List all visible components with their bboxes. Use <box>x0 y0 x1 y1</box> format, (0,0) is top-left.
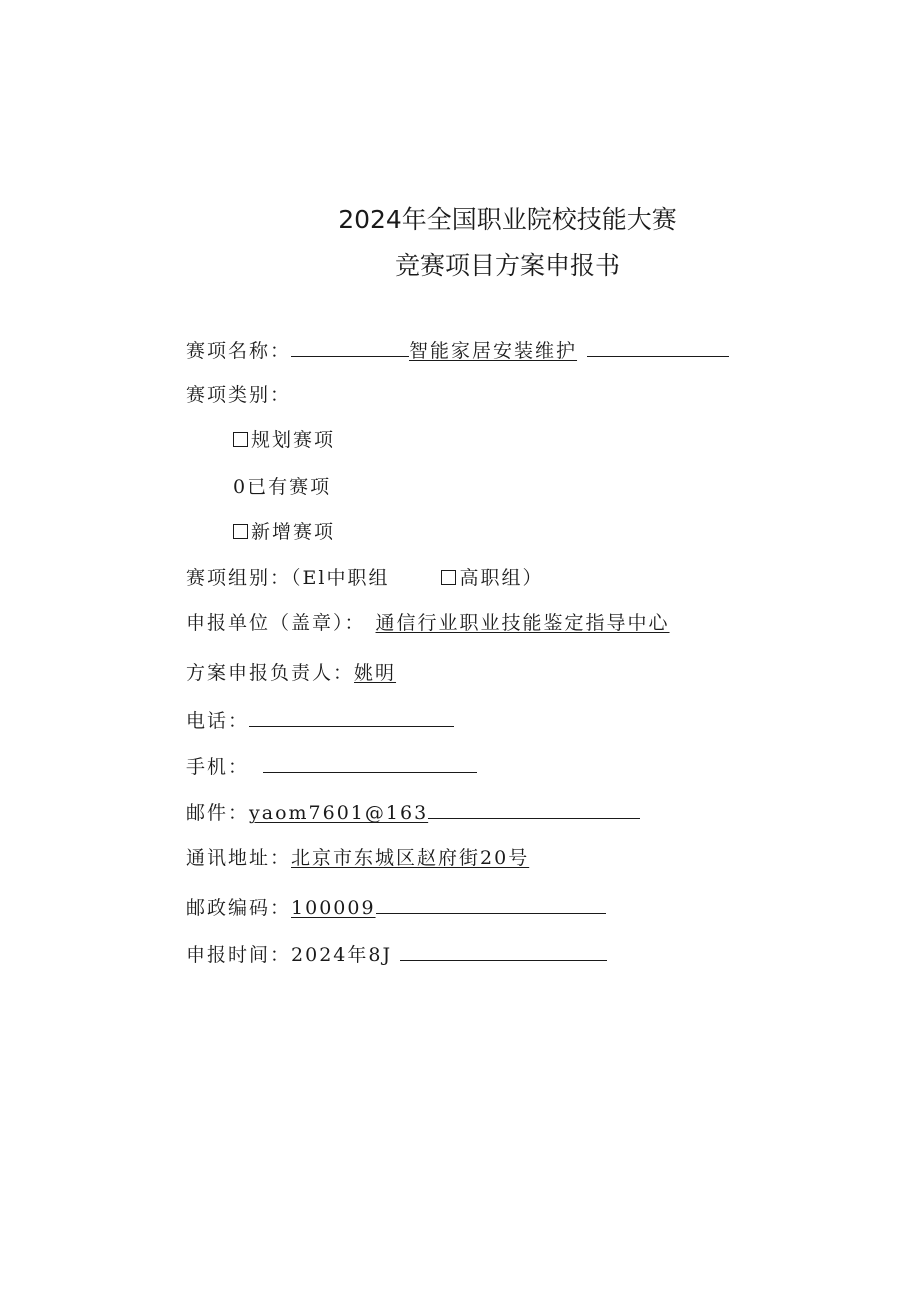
category-option-label: 规划赛项 <box>251 429 336 451</box>
mobile-label: 手机： <box>186 756 250 778</box>
event-group-row <box>186 565 544 591</box>
event-group-label: 赛项组别：（ <box>186 567 303 589</box>
date-value: 2024年8J <box>291 944 393 966</box>
checkbox-icon[interactable] <box>441 570 456 585</box>
email-value: yaom7601@163 <box>249 802 429 824</box>
category-option-label: 新增赛项 <box>251 521 336 543</box>
group-option-secondary[interactable]: 中职组 <box>326 567 390 589</box>
category-option-planned[interactable] <box>233 427 335 453</box>
event-name-blank-right <box>587 336 729 357</box>
event-name-row <box>186 336 729 364</box>
checkbox-icon[interactable] <box>233 524 248 539</box>
date-label: 申报时间： <box>186 944 292 966</box>
postcode-label: 邮政编码： <box>186 897 292 919</box>
person-in-charge-value: 姚明 <box>354 662 397 684</box>
mobile-row <box>186 752 477 780</box>
event-category-label: 赛项类别： <box>186 384 292 406</box>
email-label: 邮件： <box>186 802 250 824</box>
date-row <box>186 940 607 968</box>
date-blank <box>400 940 607 961</box>
event-name-label: 赛项名称： <box>186 340 292 362</box>
checkbox-icon[interactable] <box>233 432 248 447</box>
document-subtitle: 竞赛项目方案申报书 <box>394 251 620 280</box>
mobile-field[interactable] <box>263 752 477 773</box>
address-row <box>186 845 529 871</box>
checked-mark-text: El <box>302 567 327 589</box>
event-name-blank-left <box>291 336 409 357</box>
event-name-value: 智能家居安装维护 <box>409 340 578 362</box>
email-blank <box>428 798 640 819</box>
applicant-unit-value: 通信行业职业技能鉴定指导中心 <box>375 612 670 634</box>
email-row <box>186 798 640 826</box>
applicant-unit-row <box>186 610 670 636</box>
postcode-blank <box>376 893 606 914</box>
person-in-charge-label: 方案申报负责人： <box>186 662 355 684</box>
category-option-new[interactable] <box>233 519 335 545</box>
applicant-unit-label: 申报单位（盖章）： <box>186 612 366 634</box>
address-label: 通讯地址： <box>186 847 292 869</box>
phone-row <box>186 706 454 734</box>
phone-field[interactable] <box>249 706 454 727</box>
category-option-existing[interactable] <box>233 474 331 500</box>
event-group-close: ） <box>522 567 544 589</box>
document-title: 2024年全国职业院校技能大赛 <box>338 205 677 234</box>
postcode-row <box>186 893 606 921</box>
postcode-value: 100009 <box>291 897 376 919</box>
person-in-charge-row <box>186 660 396 686</box>
phone-label: 电话： <box>186 710 250 732</box>
category-option-label: 已有赛项 <box>247 476 332 498</box>
address-value: 北京市东城区赵府街20号 <box>291 847 530 869</box>
checked-mark-text: 0 <box>233 476 248 498</box>
group-option-higher[interactable]: 高职组 <box>459 567 523 589</box>
